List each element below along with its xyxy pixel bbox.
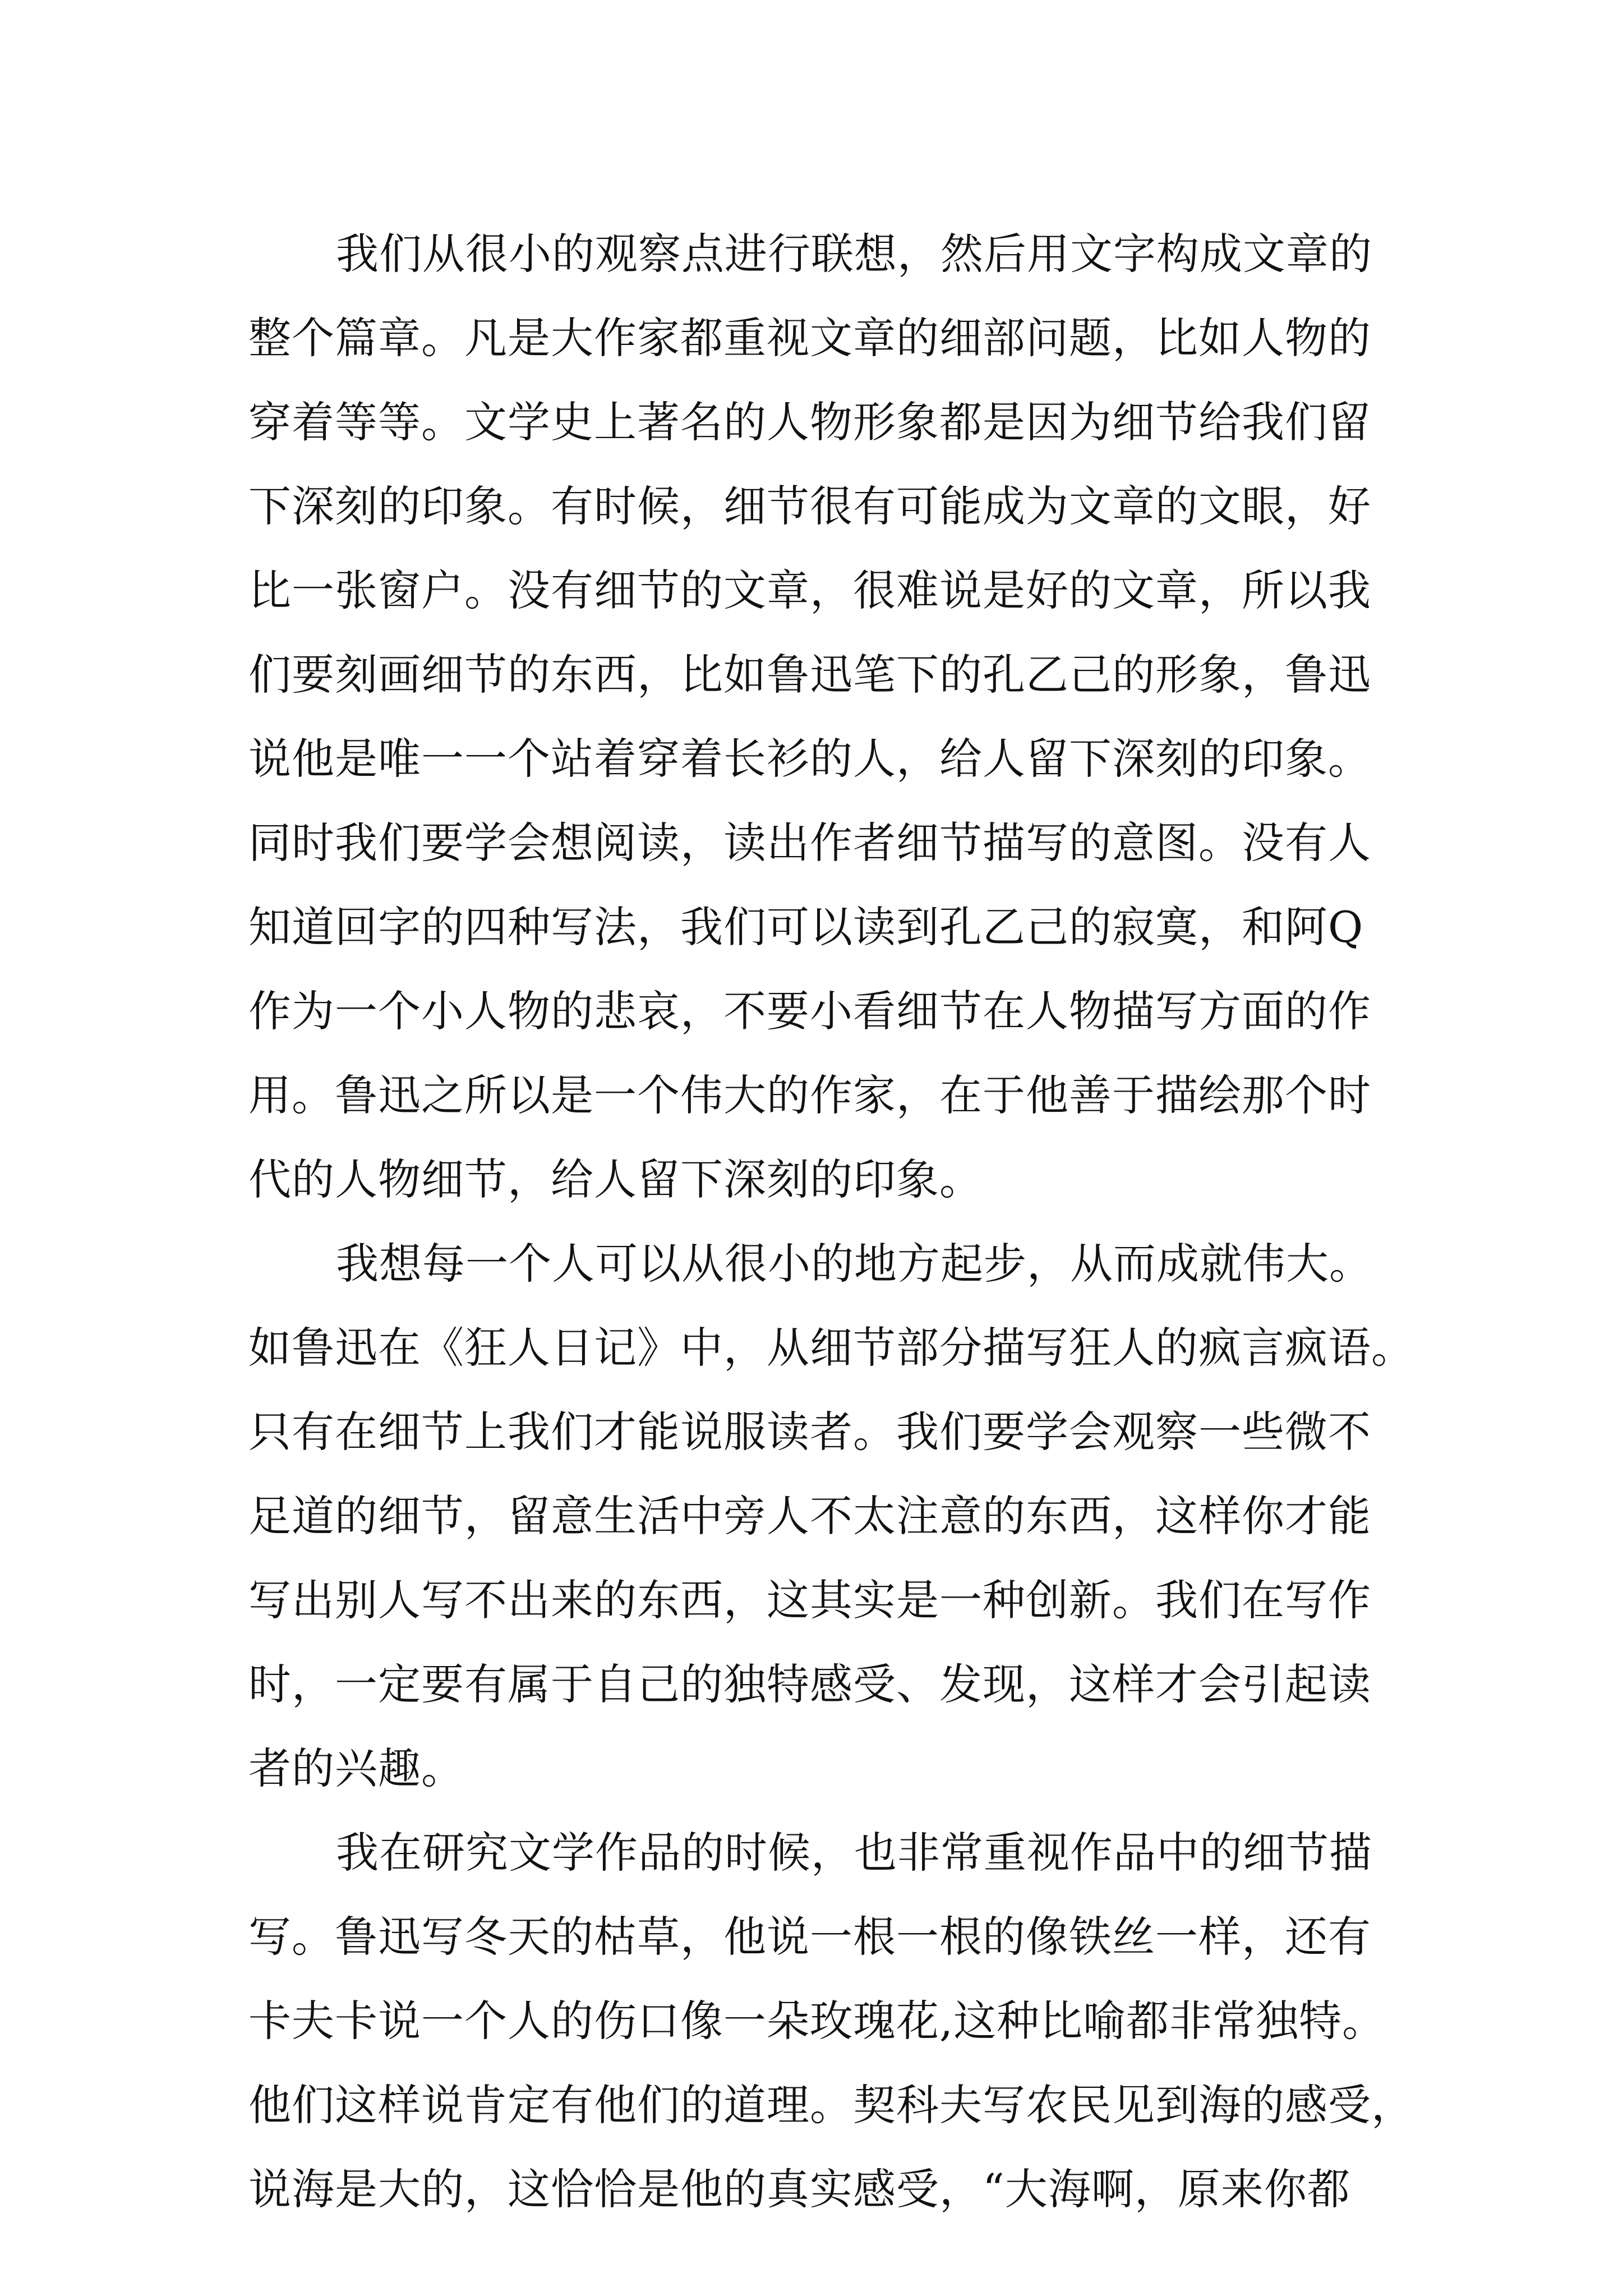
text-line: 卡夫卡说一个人的伤口像一朵玫瑰花,这种比喻都非常独特。 xyxy=(248,1996,1386,2046)
text-line: 下深刻的印象。有时候，细节很有可能成为文章的文眼，好 xyxy=(248,481,1371,531)
body-text xyxy=(248,212,1414,2231)
text-line: 足道的细节，留意生活中旁人不太注意的东西，这样你才能 xyxy=(248,1491,1371,1541)
text-line: 知道回字的四种写法，我们可以读到孔乙己的寂寞，和阿Q xyxy=(248,902,1364,952)
text-line: 写。鲁迅写冬天的枯草，他说一根一根的像铁丝一样，还有 xyxy=(248,1912,1371,1962)
text-line: 说海是大的，这恰恰是他的真实感受，“大海啊，原来你都 xyxy=(248,2164,1350,2214)
text-line: 作为一个小人物的悲哀，不要小看细节在人物描写方面的作 xyxy=(248,986,1371,1036)
text-line: 同时我们要学会想阅读，读出作者细节描写的意图。没有人 xyxy=(248,818,1371,868)
text-line: 说他是唯一一个站着穿着长衫的人，给人留下深刻的印象。 xyxy=(248,734,1371,784)
paragraph-3 xyxy=(248,1811,1414,2231)
text-line: 们要刻画细节的东西，比如鲁迅笔下的孔乙己的形象，鲁迅 xyxy=(248,650,1371,700)
text-line: 用。鲁迅之所以是一个伟大的作家，在于他善于描绘那个时 xyxy=(248,1070,1371,1120)
text-line: 我们从很小的观察点进行联想，然后用文字构成文章的 xyxy=(336,229,1372,279)
text-line: 写出别人写不出来的东西，这其实是一种创新。我们在写作 xyxy=(248,1575,1371,1625)
text-line: 他们这样说肯定有他们的道理。契科夫写农民见到海的感受， xyxy=(248,2080,1414,2130)
text-line: 穿着等等。文学史上著名的人物形象都是因为细节给我们留 xyxy=(248,397,1371,447)
text-line: 只有在细节上我们才能说服读者。我们要学会观察一些微不 xyxy=(248,1407,1371,1457)
text-line: 如鲁迅在《狂人日记》中，从细节部分描写狂人的疯言疯语。 xyxy=(248,1323,1414,1373)
text-line: 整个篇章。凡是大作家都重视文章的细部问题，比如人物的 xyxy=(248,313,1371,363)
paragraph-1 xyxy=(248,212,1375,1222)
text-line: 比一张窗户。没有细节的文章，很难说是好的文章，所以我 xyxy=(248,565,1371,615)
text-line: 我在研究文学作品的时候，也非常重视作品中的细节描 xyxy=(336,1828,1372,1878)
text-line: 我想每一个人可以从很小的地方起步，从而成就伟大。 xyxy=(336,1239,1372,1289)
text-line: 代的人物细节，给人留下深刻的印象。 xyxy=(248,1154,983,1204)
text-line: 时，一定要有属于自己的独特感受、发现，这样才会引起读 xyxy=(248,1659,1371,1709)
paragraph-2 xyxy=(248,1222,1414,1811)
text-line: 者的兴趣。 xyxy=(248,1743,464,1793)
